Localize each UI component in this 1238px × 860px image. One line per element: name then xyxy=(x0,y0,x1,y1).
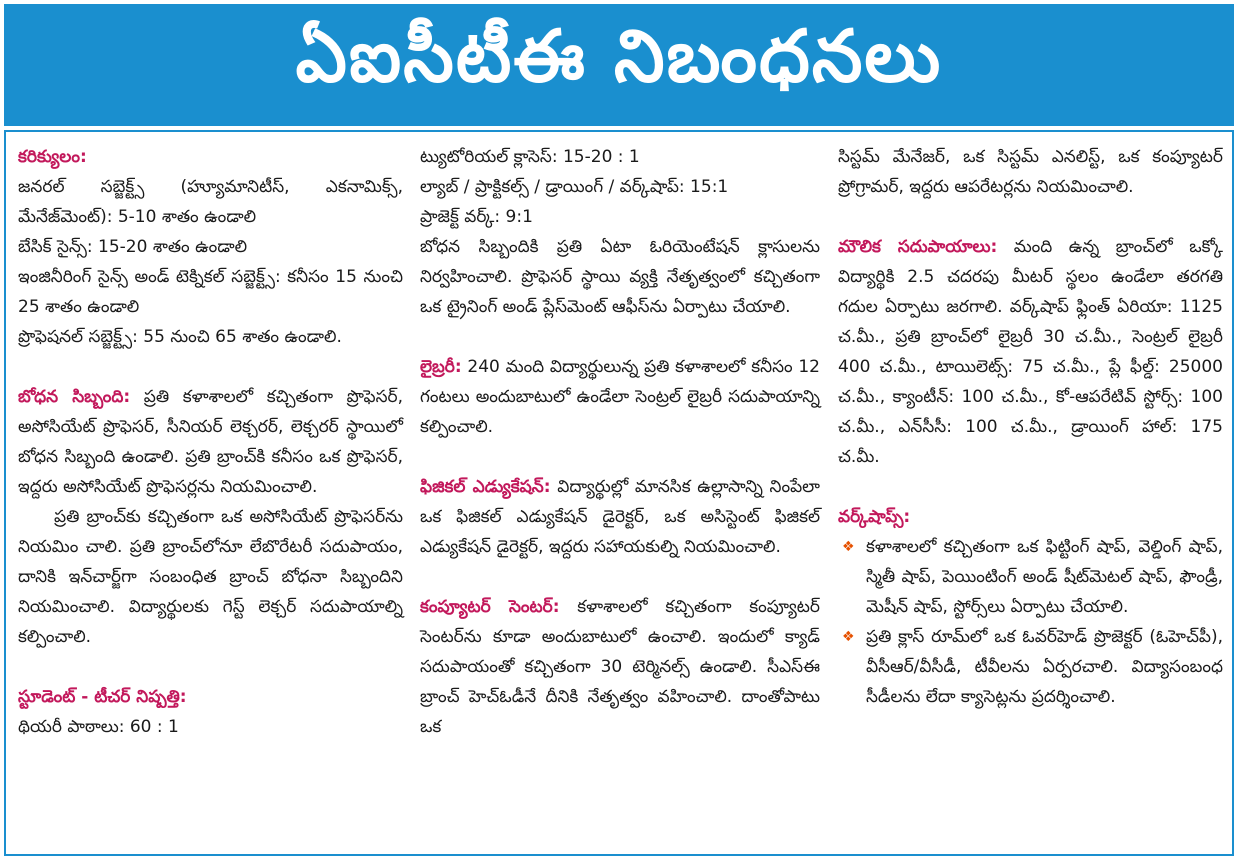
tutorial-ratio: ట్యుటోరియల్ క్లాసెస్: 15-20 : 1 xyxy=(420,147,640,167)
curriculum-line: బేసిక్ సైన్స్: 15-20 శాతం ఉండాలి xyxy=(18,237,248,257)
teaching-staff-paragraph-2: ప్రతి బ్రాంచ్‌కు కచ్చితంగా ఒక అసోసియేట్ ప్రొఫెసర్‌ను నియమిం చాలి. ప్రతి బ్రాంచ్‌లోనూ లేబొరేటరీ సదుపాయం, దానికి ఇన్‌చార్జ్‌గా సంబంధిత బ్రాంచ్ బోధనా సిబ్బందిని నియమించాలి. విద్యార్థులకు గెస్ట్ లెక్చర్ సదుపాయాల్ని కల్పించాలి. xyxy=(18,507,403,647)
column-3 xyxy=(838,142,1223,712)
teaching-staff-paragraph xyxy=(18,382,403,502)
diamond-bullet-icon: ❖ xyxy=(842,629,855,645)
orientation-text: బోధన సిబ్బందికి ప్రతి ఏటా ఓరియెంటేషన్ క్లాసులను నిర్వహించాలి. ప్రొఫెసర్ స్థాయి వ్యక్తి నేతృత్వంలో కచ్చితంగా ఒక ట్రైనింగ్ అండ్ ప్లేస్‌మెంట్ ఆఫీస్‌ను ఏర్పాటు చేయాలి. xyxy=(420,237,820,317)
page-title: ఏఐసీటీఈ నిబంధనలు xyxy=(295,14,943,98)
lab-ratio: ల్యాబ్ / ప్రాక్టికల్స్ / డ్రాయింగ్ / వర్క్‌షాప్: 15:1 xyxy=(420,177,729,197)
teaching-staff-text: ప్రతి కళాశాలలో కచ్చితంగా ప్రొఫెసర్, అసోసియేట్ ప్రొఫెసర్, సీనియర్ లెక్చరర్, లెక్చరర్ స్థాయిలో బోధన సిబ్బంది ఉండాలి. ప్రతి బ్రాంచ్‌కి కనీసం ఒక ప్రొఫెసర్, ఇద్దరు అసోసియేట్ ప్రొఫెసర్లను నియమించాలి. xyxy=(18,387,404,497)
list-item xyxy=(838,532,1223,622)
teaching-staff-heading: బోధన సిబ్బంది: xyxy=(18,387,131,407)
infrastructure-text: మంది ఉన్న బ్రాంచ్‌లో ఒక్కో విద్యార్థికి 2.5 చదరపు మీటర్ స్థలం ఉండేలా తరగతి గదుల ఏర్పాటు జరగాలి. వర్క్‌షాప్ ఫ్లింత్ ఏరియా: 1125 చ.మీ., ప్రతి బ్రాంచ్‌లో లైబ్రరీ 30 చ.మీ., సెంట్రల్ లైబ్రరీ 400 చ.మీ., టాయిలెట్స్: 75 చ.మీ., ప్లే ఫీల్డ్: 25000 చ.మీ., క్యాంటీన్: 100 చ.మీ., కో-ఆపరేటివ్ స్టోర్స్: 100 చ.మీ., ఎన్‌సీసీ: 100 చ.మీ., డ్రాయింగ్ హాల్: 175 చ.మీ. xyxy=(838,237,1223,467)
curriculum-heading: కరిక్యులం: xyxy=(18,147,87,167)
library-heading: లైబ్రరీ: xyxy=(420,357,462,377)
diamond-bullet-icon: ❖ xyxy=(842,539,855,555)
physical-education-paragraph xyxy=(420,472,820,562)
curriculum-line: ఇంజినీరింగ్ సైన్స్ అండ్ టెక్నికల్ సబ్జెక్ట్స్: కనీసం 15 నుంచి 25 శాతం ఉండాలి xyxy=(18,267,403,317)
library-paragraph xyxy=(420,352,820,442)
column-1 xyxy=(18,142,403,742)
project-ratio: ప్రాజెక్ట్ వర్క్: 9:1 xyxy=(420,207,533,227)
list-item xyxy=(838,622,1223,712)
computer-center-heading: కంప్యూటర్ సెంటర్: xyxy=(420,597,560,617)
workshop-item-text: ప్రతి క్లాస్ రూమ్‌లో ఒక ఓవర్‌హెడ్ ప్రొజెక్టర్ (ఓహెచ్‌పీ), వీసీఆర్/వీసీడీ, టీవీలను ఏర్పరచాలి. విద్యాసంబంధ సీడీలను లేదా క్యాసెట్లను ప్రదర్శించాలి. xyxy=(866,627,1223,707)
computer-center-text: కళాశాలలో కచ్చితంగా కంప్యూటర్ సెంటర్‌ను కూడా అందుబాటులో ఉంచాలి. ఇందులో క్యాడ్ సదుపాయంతో కచ్చితంగా 30 టెర్మినల్స్ ఉండాలి. సీఎస్ఈ బ్రాంచ్ హెచ్ఓడీనే దీనికి నేతృత్వం వహించాలి. దాంతోపాటు ఒక xyxy=(420,597,820,737)
theory-ratio: థియరీ పాఠాలు: 60 : 1 xyxy=(18,717,179,737)
title-banner xyxy=(4,4,1234,126)
workshop-item-text: కళాశాలలో కచ్చితంగా ఒక ఫిట్టింగ్ షాప్, వెల్డింగ్ షాప్, స్మితీ షాప్, పెయింటింగ్ అండ్ షీట్‌మెటల్ షాప్, ఫౌండ్రీ, మెషీన్ షాప్, స్టోర్స్‌లు ఏర్పాటు చేయాలి. xyxy=(866,537,1223,617)
workshops-list xyxy=(838,532,1223,712)
infrastructure-paragraph xyxy=(838,232,1223,472)
ratio-heading: స్టూడెంట్ - టీచర్ నిష్పత్తి: xyxy=(18,687,187,707)
library-text: 240 మంది విద్యార్థులున్న ప్రతి కళాశాలలో కనీసం 12 గంటలు అందుబాటులో ఉండేలా సెంట్రల్ లైబ్రరీ సదుపాయాన్ని కల్పించాలి. xyxy=(420,357,820,437)
infrastructure-heading: మౌలిక సదుపాయాలు: xyxy=(838,237,998,257)
computer-center-continued: సిస్టమ్ మేనేజర్, ఒక సిస్టమ్ ఎనలిస్ట్, ఒక కంప్యూటర్ ప్రోగ్రామర్, ఇద్దరు ఆపరేటర్లను నియమించాలి. xyxy=(838,147,1223,197)
physical-education-text: విద్యార్థుల్లో మానసిక ఉల్లాసాన్ని నింపేలా ఒక ఫిజికల్ ఎడ్యుకేషన్ డైరెక్టర్, ఒక అసిస్టెంట్ ఫిజికల్ ఎడ్యుకేషన్ డైరెక్టర్, ఇద్దరు సహాయకుల్ని నియమించాలి. xyxy=(420,477,820,557)
curriculum-line: జనరల్ సబ్జెక్ట్స్ (హ్యూమానిటీస్, ఎకనామిక్స్, మేనేజ్‌మెంట్): 5-10 శాతం ఉండాలి xyxy=(18,177,403,227)
workshops-heading: వర్క్‌షాప్స్: xyxy=(838,507,911,527)
physical-education-heading: ఫిజికల్ ఎడ్యుకేషన్: xyxy=(420,477,551,497)
curriculum-line: ప్రొఫెషనల్ సబ్జెక్ట్స్: 55 నుంచి 65 శాతం ఉండాలి. xyxy=(18,327,342,347)
column-2 xyxy=(420,142,820,742)
computer-center-paragraph xyxy=(420,592,820,742)
